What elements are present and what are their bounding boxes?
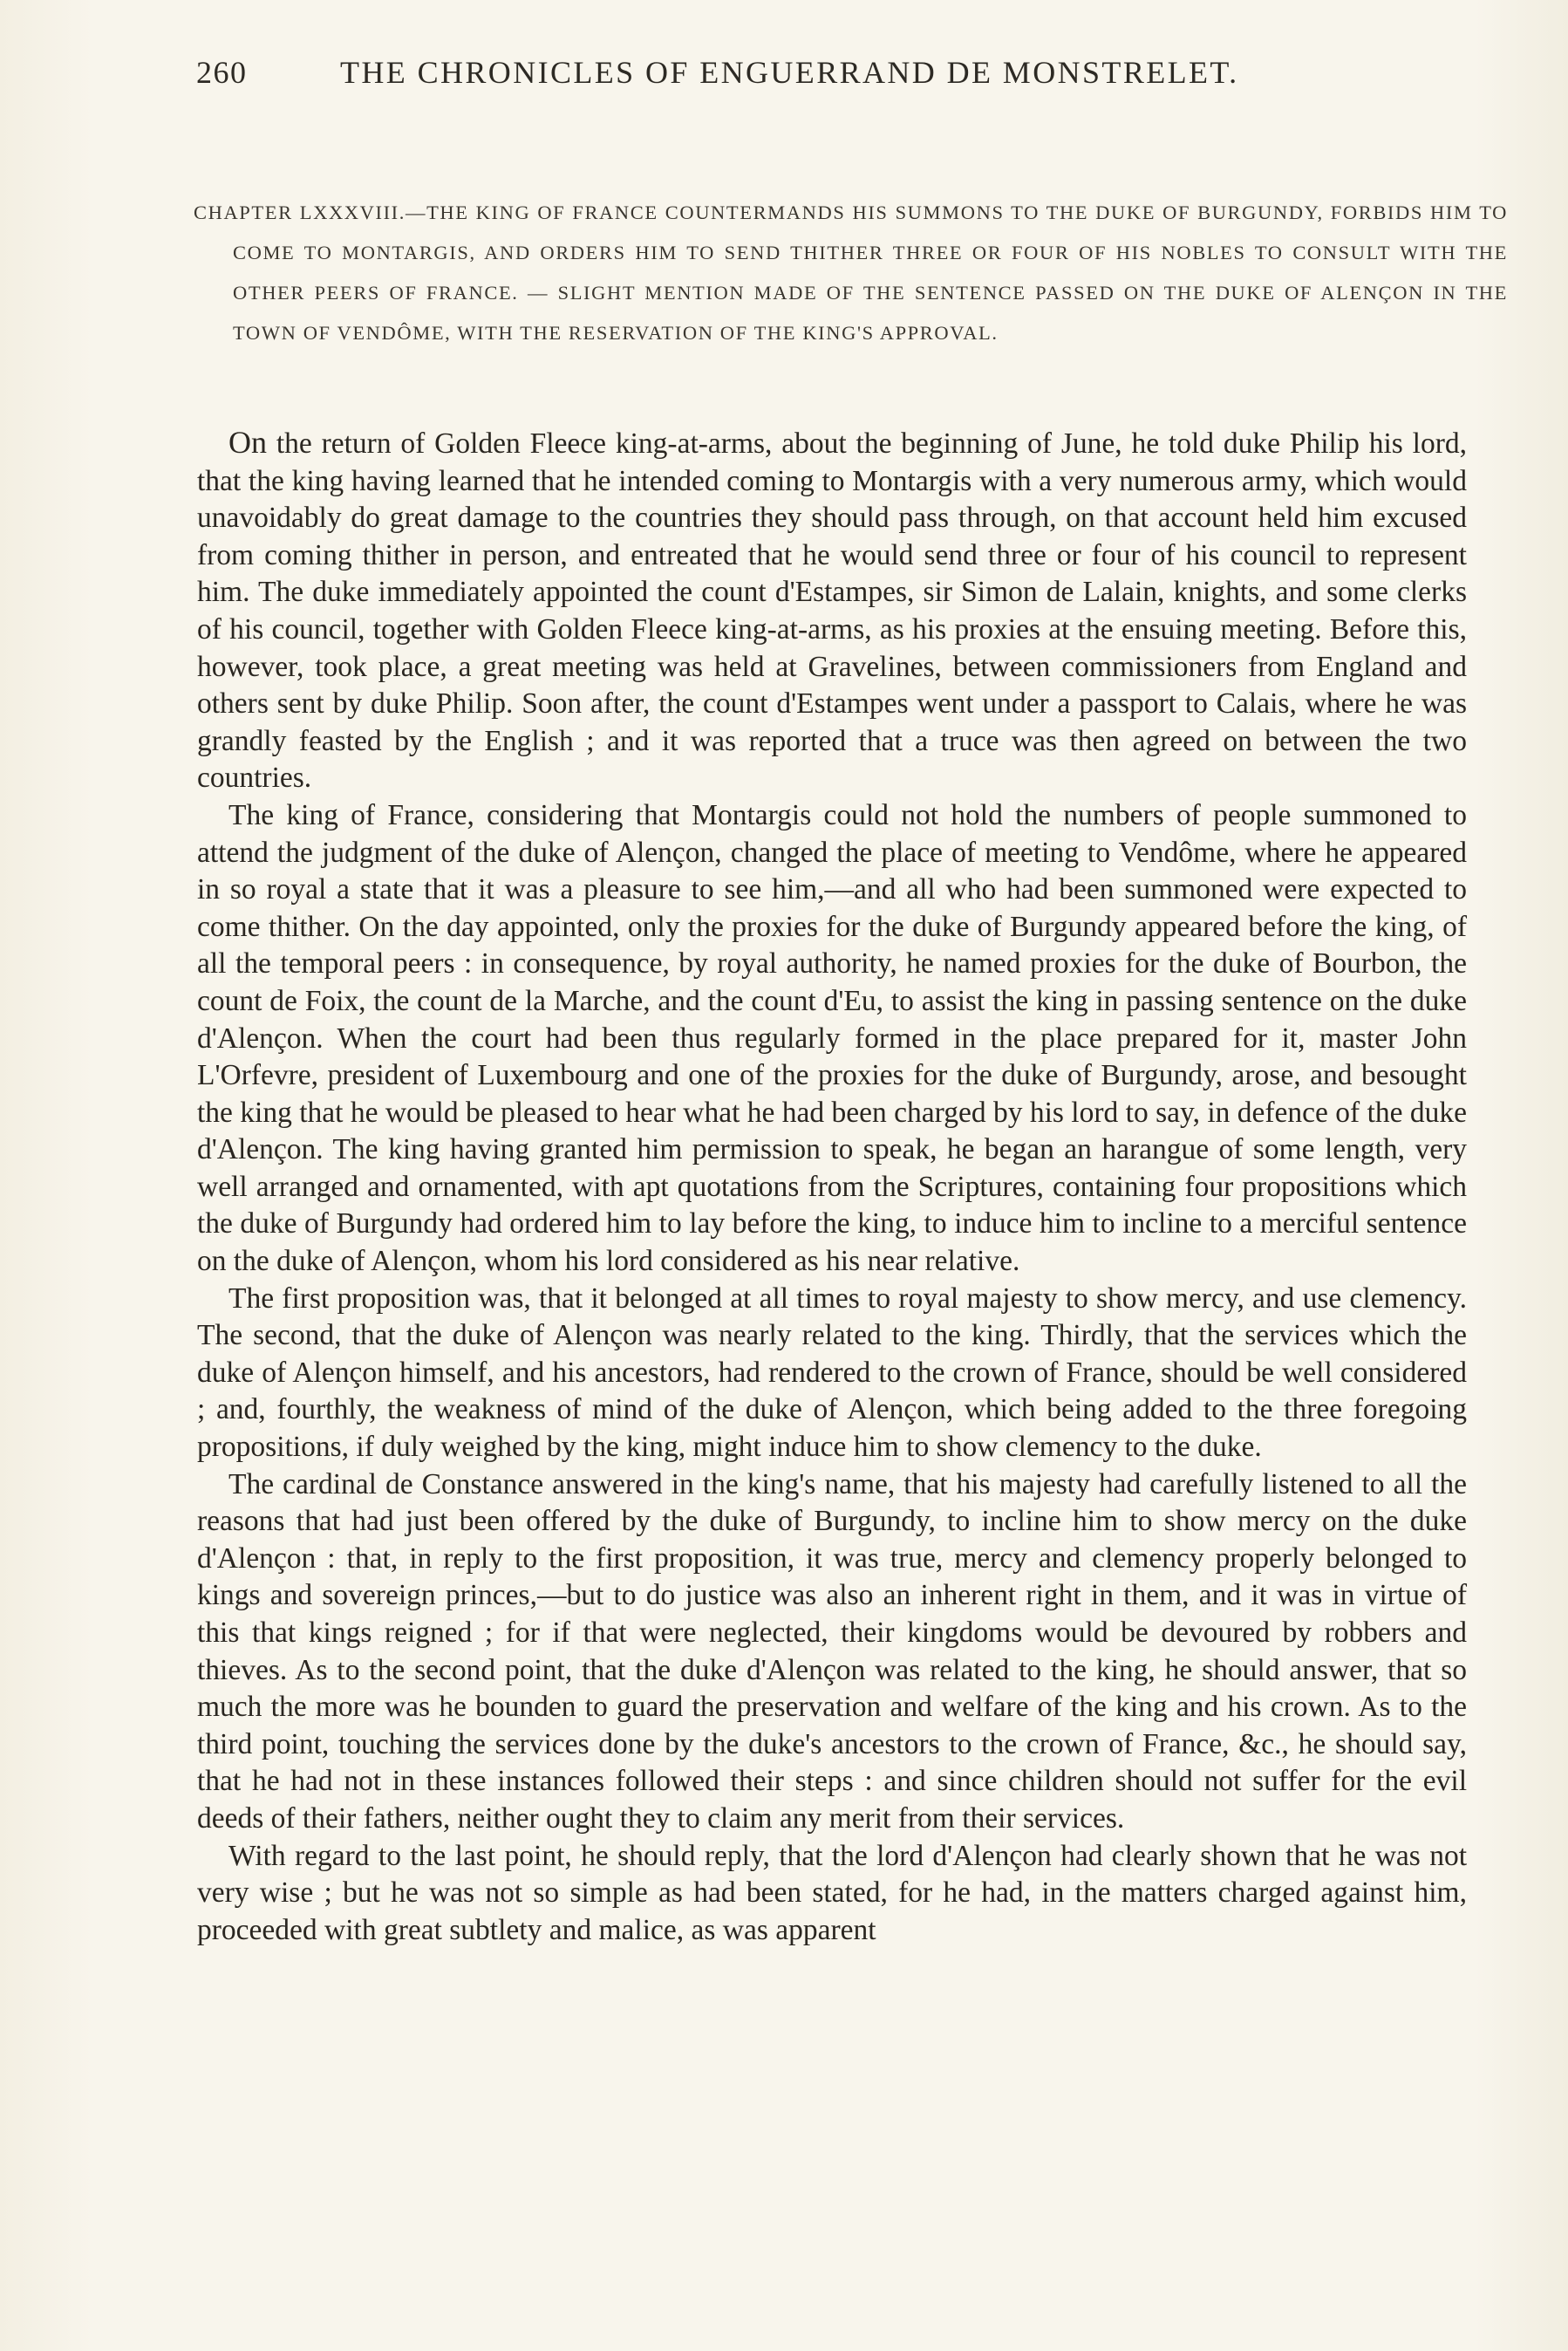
paragraph xyxy=(197,424,1467,797)
body-text xyxy=(197,424,1467,1949)
page-number: 260 xyxy=(196,55,248,90)
paragraph-initial: On xyxy=(228,425,267,460)
paragraph: The king of France, considering that Montargis could not hold the numbers of people summoned to attend the judgment of the duke of Alençon, changed the place of meeting to Vendôme, where he appeared in so royal a state that it was a pleasure to see him,—and all who had been summoned were expected to come thither. On the day appointed, only the proxies for the duke of Burgundy appeared before the king, of all the temporal peers : in consequence, by royal authority, he named proxies for the duke of Bourbon, the count de Foix, the count de la Marche, and the count d'Eu, to assist the king in passing sentence on the duke d'Alençon. When the court had been thus regularly formed in the place prepared for it, master John L'Orfevre, president of Luxembourg and one of the proxies for the duke of Burgundy, arose, and besought the king that he would be pleased to hear what he had been charged by his lord to say, in defence of the duke d'Alençon. The king having granted him permission to speak, he began an harangue of some length, very well arranged and ornamented, with apt quotations from the Scriptures, containing four propositions which the duke of Burgundy had ordered him to lay before the king, to induce him to incline to a merciful sentence on the duke of Alençon, whom his lord considered as his near relative. xyxy=(197,798,1467,1278)
running-title: THE CHRONICLES OF ENGUERRAND DE MONSTRELET. xyxy=(340,55,1239,90)
page-header xyxy=(196,54,1465,98)
paragraph: The cardinal de Constance answered in the king's name, that his majesty had carefully listened to all the reasons that had just been offered by the duke of Burgundy, to incline him to show mercy on the duke d'Alençon : that, in reply to the first proposition, it was true, mercy and clemency properly belonged to kings and sovereign princes,—but to do justice was also an inherent right in them, and it was in virtue of this that kings reigned ; for if that were neglected, their kingdoms would be devoured by robbers and thieves. As to the second point, that the duke d'Alençon was related to the king, he should answer, that so much the more was he bounden to guard the preservation and welfare of the king and his crown. As to the third point, touching the services done by the duke's ancestors to the crown of France, &c., he should say, that he had not in these instances followed their steps : and since children should not suffer for the evil deeds of their fathers, neither ought they to claim any merit from their services. xyxy=(197,1467,1467,1835)
paragraph: With regard to the last point, he should reply, that the lord d'Alençon had clearly shown that he was not very wise ; but he was not so simple as had been stated, for he had, in the matters charged against him, proceeded with great subtlety and malice, as was apparent xyxy=(197,1839,1467,1946)
chapter-heading: CHAPTER LXXXVIII.—THE KING OF FRANCE COUNTERMANDS HIS SUMMONS TO THE DUKE OF BURGUNDY, FORBIDS HIM TO COME TO MONTARGIS, AND ORDERS HIM TO SEND THITHER THREE OR FOUR OF HIS NOBLES TO CONSULT WITH THE OTHER PEERS OF FRANCE. — SLIGHT MENTION MADE OF THE SENTENCE PASSED ON THE DUKE OF ALENÇON IN THE TOWN OF VENDÔME, WITH THE RESERVATION OF THE KING'S APPROVAL. xyxy=(194,202,1508,344)
paragraph-text: the return of Golden Fleece king-at-arms, about the beginning of June, he told duke Philip his lord, that the king having learned that he intended coming to Montargis with a very numerous army, which would unavoidably do great damage to the countries they should pass through, on that account held him excused from coming thither in person, and entreated that he would send three or four of his council to represent him. The duke immediately appointed the count d'Estampes, sir Simon de Lalain, knights, and some clerks of his council, together with Golden Fleece king-at-arms, as his proxies at the ensuing meeting. Before this, however, took place, a great meeting was held at Gravelines, between commissioners from England and others sent by duke Philip. Soon after, the count d'Estampes went under a passport to Calais, where he was grandly feasted by the English ; and it was reported that a truce was then agreed on between the two countries. xyxy=(197,427,1467,795)
paragraph: The first proposition was, that it belonged at all times to royal majesty to show mercy, and use clemency. The second, that the duke of Alençon was nearly related to the king. Thirdly, that the services which the duke of Alençon himself, and his ancestors, had rendered to the crown of France, should be well considered ; and, fourthly, the weakness of mind of the duke of Alençon, which being added to the three foregoing propositions, if duly weighed by the king, might induce him to show clemency to the duke. xyxy=(197,1281,1467,1464)
